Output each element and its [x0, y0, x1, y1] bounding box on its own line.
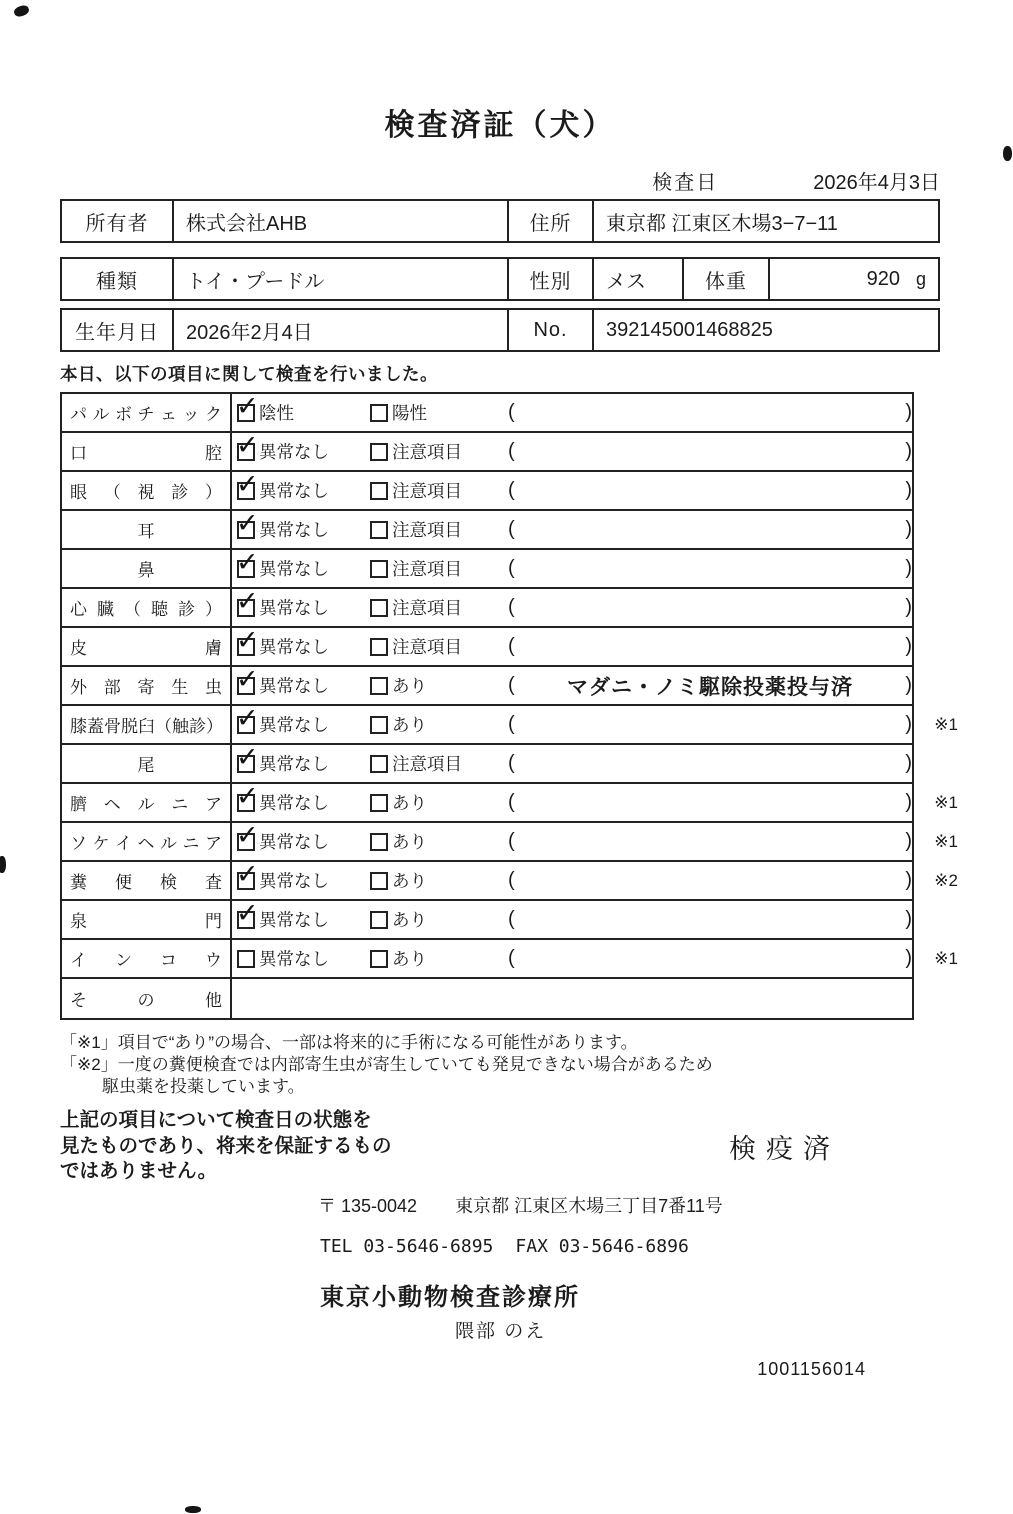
- disclaimer-line-2: 見たものであり、将来を保証するもの: [60, 1134, 392, 1157]
- result-option-2: [370, 868, 503, 893]
- exam-item-results: [232, 823, 912, 860]
- footnote-marker: ※1: [934, 831, 958, 851]
- scan-artifact: [0, 856, 6, 873]
- birthdate-row: [60, 308, 940, 352]
- result-option-2-label: 注意項目: [392, 442, 462, 462]
- weight-label: 体重: [682, 259, 768, 299]
- result-option-1: [237, 751, 370, 776]
- checklist-row: [62, 784, 958, 823]
- result-option-1-label: 異常なし: [259, 754, 329, 774]
- result-option-1-label: 陰性: [259, 403, 294, 423]
- address-label: 住所: [507, 201, 592, 241]
- checklist-row: [62, 940, 958, 979]
- remarks-field: [508, 908, 912, 931]
- checkbox-icon: [370, 833, 388, 851]
- exam-item-results: [232, 394, 912, 431]
- owner-row: [60, 199, 940, 243]
- exam-item-label: 眼 （ 視 診 ）: [62, 472, 232, 509]
- checkbox-icon: [370, 560, 388, 578]
- result-option-1: [237, 712, 370, 737]
- result-option-2: [370, 595, 503, 620]
- result-option-2: [370, 634, 503, 659]
- exam-item-label: 耳: [62, 511, 232, 548]
- paren-open: (: [508, 401, 515, 423]
- paren-close: ): [905, 908, 912, 930]
- result-option-2-label: 注意項目: [392, 559, 462, 579]
- no-label: No.: [507, 310, 592, 350]
- checklist-row: [62, 667, 912, 706]
- paren-open: (: [508, 752, 515, 774]
- result-option-2-label: 注意項目: [392, 754, 462, 774]
- exam-item-results: [232, 940, 912, 977]
- birthdate-value: 2026年2月4日: [172, 310, 507, 350]
- paren-close: ): [905, 596, 912, 618]
- exam-item-label: イ ン コ ウ: [62, 940, 232, 977]
- paren-open: (: [508, 440, 515, 462]
- paren-open: (: [508, 791, 515, 813]
- result-option-2-label: 注意項目: [392, 598, 462, 618]
- result-option-2: [370, 517, 503, 542]
- checklist-row: [62, 979, 912, 1018]
- exam-item-results: [232, 862, 912, 899]
- paren-open: (: [508, 674, 515, 696]
- exam-item-results: [232, 472, 912, 509]
- checkbox-icon: [237, 560, 255, 578]
- remarks-field: [508, 830, 912, 853]
- result-option-2: [370, 400, 503, 425]
- inspection-date-value: 2026年4月3日: [813, 172, 940, 194]
- checkbox-icon: [237, 794, 255, 812]
- paren-open: (: [508, 518, 515, 540]
- exam-item-results: [232, 979, 912, 1018]
- tel-fax-line: [60, 1236, 940, 1257]
- sex-label: 性別: [507, 259, 592, 299]
- remarks-field: [508, 557, 912, 580]
- result-option-1-label: 異常なし: [259, 598, 329, 618]
- owner-label: 所有者: [85, 212, 149, 235]
- exam-item-label: ソ ケ イ ヘ ル ニ ア: [62, 823, 232, 860]
- paren-close: ): [905, 557, 912, 579]
- remarks-field: [508, 479, 912, 502]
- paren-open: (: [508, 635, 515, 657]
- checkbox-icon: [237, 911, 255, 929]
- inspection-date-row: [60, 166, 940, 195]
- checkbox-icon: [370, 677, 388, 695]
- remarks-field: [508, 869, 912, 892]
- checkbox-icon: [370, 404, 388, 422]
- exam-item-label: 尾: [62, 745, 232, 782]
- result-option-2-label: 注意項目: [392, 637, 462, 657]
- remarks-field: [508, 671, 912, 701]
- exam-item-results: [232, 745, 912, 782]
- address-value: 東京都 江東区木場3−7−11: [592, 201, 938, 241]
- document-code: 1001156014: [757, 1359, 866, 1380]
- intro-text: 本日、以下の項目に関して検査を行いました。: [60, 364, 438, 384]
- result-option-2: [370, 439, 503, 464]
- birthdate-label: 生年月日: [75, 321, 159, 344]
- exam-item-results: [232, 901, 912, 938]
- remarks-field: [508, 635, 912, 658]
- weight-unit: g: [915, 268, 926, 289]
- exam-item-label: 皮 膚: [62, 628, 232, 665]
- paren-open: (: [508, 596, 515, 618]
- result-option-2: [370, 712, 503, 737]
- result-option-1-label: 異常なし: [259, 676, 329, 696]
- disclaimer-row: [60, 1108, 940, 1184]
- checkbox-icon: [370, 794, 388, 812]
- checklist-row: [62, 823, 958, 862]
- page-title: 検査済証（犬）: [384, 109, 616, 142]
- result-option-1: [237, 478, 370, 503]
- checklist-row: [62, 901, 912, 940]
- exam-item-results: [232, 511, 912, 548]
- checkbox-icon: [370, 482, 388, 500]
- paren-close: ): [905, 752, 912, 774]
- exam-item-label: 外 部 寄 生 虫: [62, 667, 232, 704]
- footnote-marker: ※1: [934, 948, 958, 968]
- exam-item-results: [232, 589, 912, 626]
- remarks-field: [508, 752, 912, 775]
- checkbox-icon: [237, 482, 255, 500]
- checkbox-icon: [237, 443, 255, 461]
- result-option-1-label: 異常なし: [259, 442, 329, 462]
- checkbox-icon: [237, 521, 255, 539]
- checkbox-icon: [370, 950, 388, 968]
- result-option-1: [237, 907, 370, 932]
- inspection-date-label: 検査日: [652, 172, 719, 194]
- result-option-1: [237, 634, 370, 659]
- checklist-row: [62, 550, 912, 589]
- exam-item-label: 臍 ヘ ル ニ ア: [62, 784, 232, 821]
- result-option-1-label: 異常なし: [259, 910, 329, 930]
- paren-close: ): [905, 830, 912, 852]
- checkbox-icon: [370, 755, 388, 773]
- result-option-2: [370, 829, 503, 854]
- remarks-field: [508, 440, 912, 463]
- exam-item-results: [232, 433, 912, 470]
- result-option-1: [237, 673, 370, 698]
- remarks-text: マダニ・ノミ駆除投薬投与済: [567, 675, 853, 699]
- footnote-2-line2: 駆虫薬を投薬しています。: [102, 1077, 305, 1097]
- footnote-1: 「※1」項目で“あり”の場合、一部は将来的に手術になる可能性があります。: [60, 1033, 638, 1052]
- checkbox-icon: [370, 911, 388, 929]
- clinic-name: 東京小動物検査診療所: [320, 1284, 580, 1312]
- result-option-2: [370, 790, 503, 815]
- result-option-1: [237, 868, 370, 893]
- remarks-field: [508, 947, 912, 970]
- checklist-row: [62, 628, 912, 667]
- checklist-row: [62, 511, 912, 550]
- result-option-1: [237, 400, 370, 425]
- result-option-1: [237, 517, 370, 542]
- exam-item-label: パ ル ボ チ ェ ッ ク: [62, 394, 232, 431]
- exam-checklist-table: [60, 392, 958, 1020]
- exam-item-label: 糞 便 検 査: [62, 862, 232, 899]
- result-option-2-label: あり: [392, 676, 427, 696]
- exam-item-label: そ の 他: [62, 979, 232, 1018]
- sex-value: メス: [592, 259, 682, 299]
- result-option-2-label: あり: [392, 793, 427, 813]
- paren-close: ): [905, 479, 912, 501]
- result-option-2-label: 注意項目: [392, 520, 462, 540]
- clinic-address: 東京都 江東区木場三丁目7番11号: [455, 1196, 723, 1217]
- breed-row: [60, 257, 940, 301]
- exam-item-label: 鼻: [62, 550, 232, 587]
- result-option-1: [237, 946, 370, 971]
- postal-code: 〒 135-0042: [318, 1196, 418, 1217]
- checkbox-icon: [237, 638, 255, 656]
- checkbox-icon: [237, 716, 255, 734]
- result-option-2-label: 陽性: [392, 403, 427, 423]
- checkbox-icon: [237, 833, 255, 851]
- footnote-marker: ※1: [934, 714, 958, 734]
- result-option-1: [237, 790, 370, 815]
- result-option-1-label: 異常なし: [259, 949, 329, 969]
- remarks-field: [508, 596, 912, 619]
- result-option-2: [370, 673, 503, 698]
- checklist-row: [62, 394, 912, 433]
- remarks-field: [508, 713, 912, 736]
- paren-close: ): [905, 674, 912, 696]
- paren-close: ): [905, 635, 912, 657]
- exam-item-label: 膝 蓋 骨 脱 臼 （ 触 診 ）: [62, 706, 232, 743]
- result-option-2-label: あり: [392, 715, 427, 735]
- checklist-row: [62, 589, 912, 628]
- no-value: 392145001468825: [592, 310, 938, 350]
- result-option-1-label: 異常なし: [259, 637, 329, 657]
- scan-artifact: [1003, 146, 1012, 161]
- paren-close: ): [905, 518, 912, 540]
- result-option-1-label: 異常なし: [259, 793, 329, 813]
- disclaimer-line-1: 上記の項目について検査日の状態を: [60, 1109, 372, 1132]
- owner-value: 株式会社AHB: [172, 201, 507, 241]
- exam-item-results: [232, 706, 912, 743]
- checkbox-icon: [370, 638, 388, 656]
- checklist-row: [62, 745, 912, 784]
- checkbox-icon: [237, 872, 255, 890]
- result-option-1-label: 異常なし: [259, 481, 329, 501]
- checklist-row: [62, 433, 912, 472]
- paren-open: (: [508, 869, 515, 891]
- weight-number: 920: [866, 267, 900, 290]
- result-option-1: [237, 439, 370, 464]
- exam-item-results: [232, 628, 912, 665]
- footnote-2-line1: 「※2」一度の糞便検査では内部寄生虫が寄生していても発見できない場合があるため: [60, 1055, 713, 1075]
- paren-close: ): [905, 791, 912, 813]
- result-option-2-label: あり: [392, 910, 427, 930]
- result-option-1: [237, 556, 370, 581]
- checkbox-icon: [370, 599, 388, 617]
- paren-close: ): [905, 869, 912, 891]
- checkbox-icon: [237, 677, 255, 695]
- paren-close: ): [905, 401, 912, 423]
- checkbox-icon: [237, 755, 255, 773]
- checkbox-icon: [237, 950, 255, 968]
- checklist-row: [62, 472, 912, 511]
- checkbox-icon: [370, 716, 388, 734]
- result-option-1: [237, 595, 370, 620]
- checkbox-icon: [237, 599, 255, 617]
- result-option-1-label: 異常なし: [259, 715, 329, 735]
- result-option-2-label: あり: [392, 871, 427, 891]
- breed-label: 種類: [96, 270, 138, 293]
- veterinarian-name: 隈部 のえ: [455, 1321, 547, 1343]
- paren-open: (: [508, 713, 515, 735]
- disclaimer-line-3: ではありません。: [60, 1159, 218, 1182]
- quarantine-stamp: 検疫済: [729, 1133, 840, 1164]
- paren-open: (: [508, 908, 515, 930]
- clinic-address-line: [60, 1192, 940, 1218]
- result-option-2: [370, 946, 503, 971]
- remarks-field: [508, 518, 912, 541]
- paren-open: (: [508, 479, 515, 501]
- result-option-2-label: 注意項目: [392, 481, 462, 501]
- checkbox-icon: [370, 521, 388, 539]
- breed-value: トイ・プードル: [172, 259, 507, 299]
- scan-artifact: [13, 4, 30, 18]
- exam-item-label: 口 腔: [62, 433, 232, 470]
- paren-open: (: [508, 947, 515, 969]
- result-option-2-label: あり: [392, 949, 427, 969]
- checkbox-icon: [237, 404, 255, 422]
- weight-value: [768, 259, 938, 299]
- fax-number: FAX 03-5646-6896: [515, 1236, 689, 1258]
- result-option-1: [237, 829, 370, 854]
- result-option-1-label: 異常なし: [259, 871, 329, 891]
- result-option-1-label: 異常なし: [259, 832, 329, 852]
- exam-item-label: 泉 門: [62, 901, 232, 938]
- checkbox-icon: [370, 443, 388, 461]
- result-option-2: [370, 556, 503, 581]
- checkbox-icon: [370, 872, 388, 890]
- exam-item-results: [232, 784, 912, 821]
- exam-item-results: [232, 550, 912, 587]
- result-option-1-label: 異常なし: [259, 520, 329, 540]
- remarks-field: [508, 791, 912, 814]
- paren-close: ): [905, 440, 912, 462]
- result-option-2-label: あり: [392, 832, 427, 852]
- checklist-row: [62, 706, 958, 745]
- scan-artifact: [185, 1506, 201, 1513]
- footnotes: [60, 1032, 940, 1098]
- result-option-1-label: 異常なし: [259, 559, 329, 579]
- exam-item-label: 心 臓 （ 聴 診 ）: [62, 589, 232, 626]
- paren-open: (: [508, 557, 515, 579]
- paren-close: ): [905, 947, 912, 969]
- remarks-field: [508, 401, 912, 424]
- result-option-2: [370, 478, 503, 503]
- result-option-2: [370, 751, 503, 776]
- disclaimer-text: [60, 1108, 500, 1184]
- exam-item-results: [232, 667, 912, 704]
- result-option-2: [370, 907, 503, 932]
- footnote-marker: ※1: [934, 792, 958, 812]
- checklist-row: [62, 862, 958, 901]
- paren-open: (: [508, 830, 515, 852]
- footnote-marker: ※2: [934, 870, 958, 890]
- paren-close: ): [905, 713, 912, 735]
- tel-number: TEL 03-5646-6895: [320, 1236, 494, 1258]
